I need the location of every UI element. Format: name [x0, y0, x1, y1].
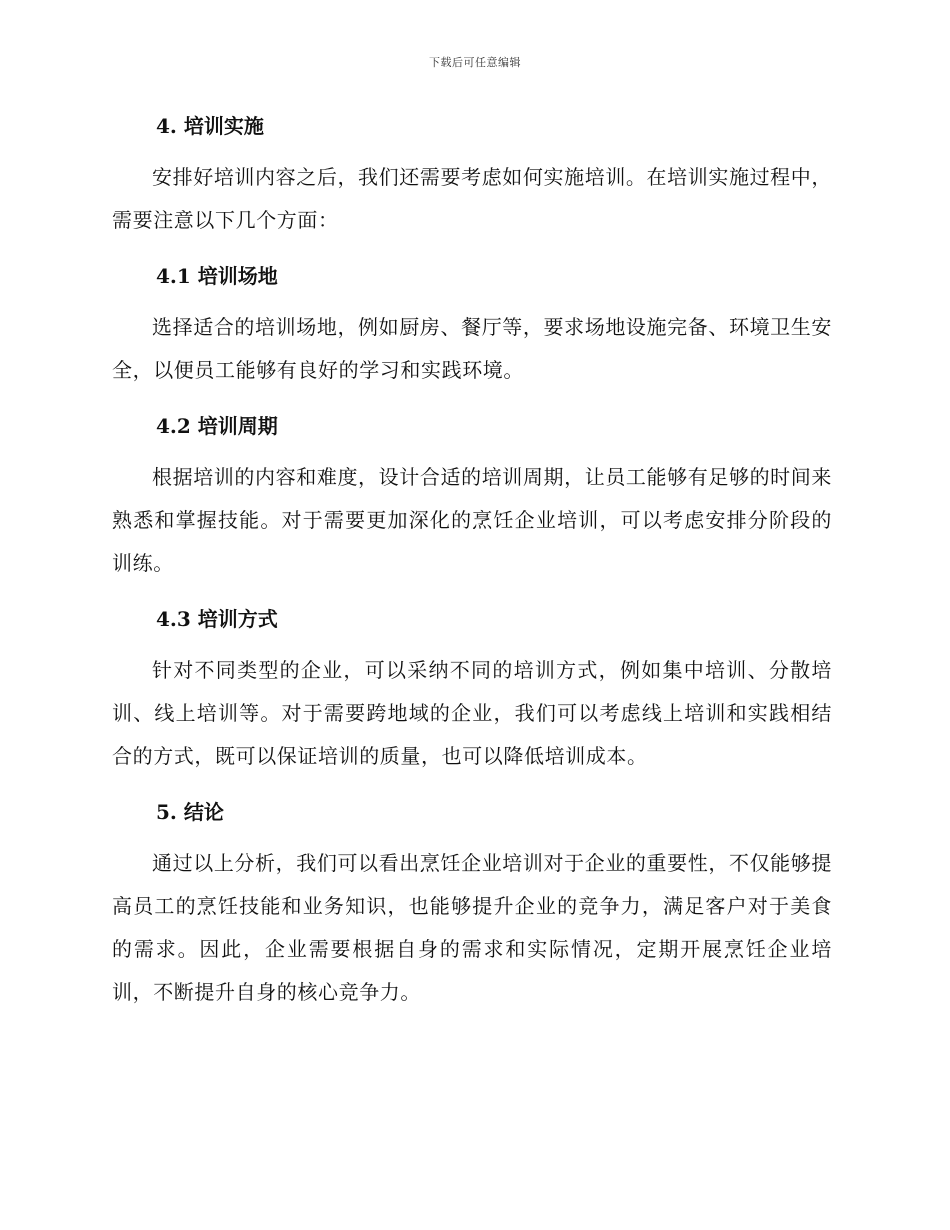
page-header: 下载后可任意编辑 — [429, 56, 521, 69]
section-heading-4: 4. 培训实施 — [156, 114, 264, 138]
section-paragraph-4-1: 选择适合的培训场地，例如厨房、餐厅等，要求场地设施完备、环境卫生安全，以便员工能够有良好的学习和实践环境。 — [112, 315, 832, 382]
section-paragraph-4: 安排好培训内容之后，我们还需要考虑如何实施培训。在培训实施过程中，需要注意以下几个方面： — [112, 165, 832, 232]
document-body — [112, 110, 832, 1014]
section-paragraph-4-2: 根据培训的内容和难度，设计合适的培训周期，让员工能够有足够的时间来熟悉和掌握技能。对于需要更加深化的烹饪企业培训，可以考虑安排分阶段的训练。 — [112, 465, 832, 575]
section-paragraph-4-3: 针对不同类型的企业，可以采纳不同的培训方式，例如集中培训、分散培训、线上培训等。对于需要跨地域的企业，我们可以考虑线上培训和实践相结合的方式，既可以保证培训的质量，也可以降低培训成本。 — [112, 658, 832, 768]
section-heading-4-1: 4.1 培训场地 — [156, 264, 278, 288]
section-heading-4-2: 4.2 培训周期 — [156, 414, 278, 438]
section-heading-4-3: 4.3 培训方式 — [156, 607, 278, 631]
section-paragraph-5: 通过以上分析，我们可以看出烹饪企业培训对于企业的重要性，不仅能够提高员工的烹饪技能和业务知识，也能够提升企业的竞争力，满足客户对于美食的需求。因此，企业需要根据自身的需求和实际情况，定期开展烹饪企业培训，不断提升自身的核心竞争力。 — [112, 851, 832, 1004]
section-heading-5: 5. 结论 — [156, 800, 224, 824]
